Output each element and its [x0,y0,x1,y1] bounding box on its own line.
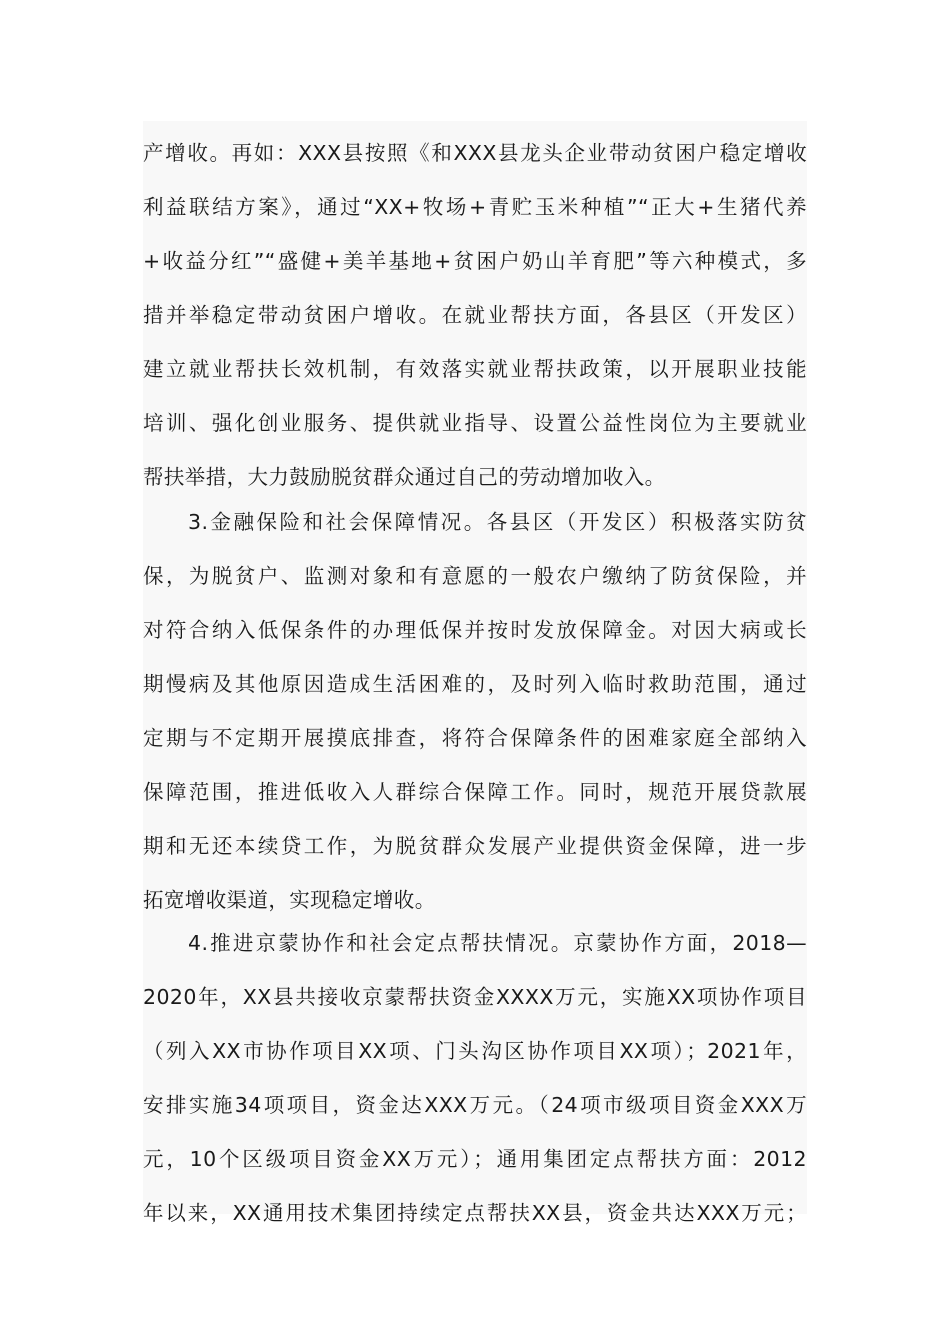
paragraph-finance-insurance-social-security [143,495,807,927]
text-line: 措并举稳定带动贫困户增收。在就业帮扶方面，各县区（开发区） [143,303,807,327]
text-line: 4.推进京蒙协作和社会定点帮扶情况。京蒙协作方面，2018— [188,931,807,955]
text-line: 元，10个区级项目资金XX万元）；通用集团定点帮扶方面：2012 [143,1147,807,1171]
text-line: 3.金融保险和社会保障情况。各县区（开发区）积极落实防贫 [188,510,807,534]
text-line: 安排实施34项项目，资金达XXX万元。（24项市级项目资金XXX万 [143,1093,807,1117]
text-line: 产增收。再如：XXX县按照《和XXX县龙头企业带动贫困户稳定增收 [143,141,807,165]
text-line: 利益联结方案》，通过“XX+牧场+青贮玉米种植”“正大+生猪代养 [143,195,807,219]
text-line: （列入XX市协作项目XX项、门头沟区协作项目XX项）；2021年， [143,1039,807,1063]
paragraph-industry-employment [143,126,807,504]
text-line: 保，为脱贫户、监测对象和有意愿的一般农户缴纳了防贫保险，并 [143,564,807,588]
paragraph-beijing-inner-mongolia-cooperation [143,916,807,1240]
text-line: 帮扶举措，大力鼓励脱贫群众通过自己的劳动增加收入。 [143,465,666,489]
text-line: 建立就业帮扶长效机制，有效落实就业帮扶政策，以开展职业技能 [143,357,807,381]
text-line: 拓宽增收渠道，实现稳定增收。 [143,888,436,912]
text-line: 定期与不定期开展摸底排查，将符合保障条件的困难家庭全部纳入 [143,726,807,750]
text-line: 期和无还本续贷工作，为脱贫群众发展产业提供资金保障，进一步 [143,834,807,858]
text-line: 对符合纳入低保条件的办理低保并按时发放保障金。对因大病或长 [143,618,807,642]
text-line: 年以来，XX通用技术集团持续定点帮扶XX县，资金共达XXX万元； [143,1201,807,1225]
text-line: 期慢病及其他原因造成生活困难的，及时列入临时救助范围，通过 [143,672,807,696]
text-line: +收益分红”“盛健+美羊基地+贫困户奶山羊育肥”等六种模式，多 [143,249,807,273]
document-body [143,121,807,1225]
text-line: 2020年，XX县共接收京蒙帮扶资金XXXX万元，实施XX项协作项目 [143,985,807,1009]
text-line: 保障范围，推进低收入人群综合保障工作。同时，规范开展贷款展 [143,780,807,804]
text-line: 培训、强化创业服务、提供就业指导、设置公益性岗位为主要就业 [143,411,807,435]
